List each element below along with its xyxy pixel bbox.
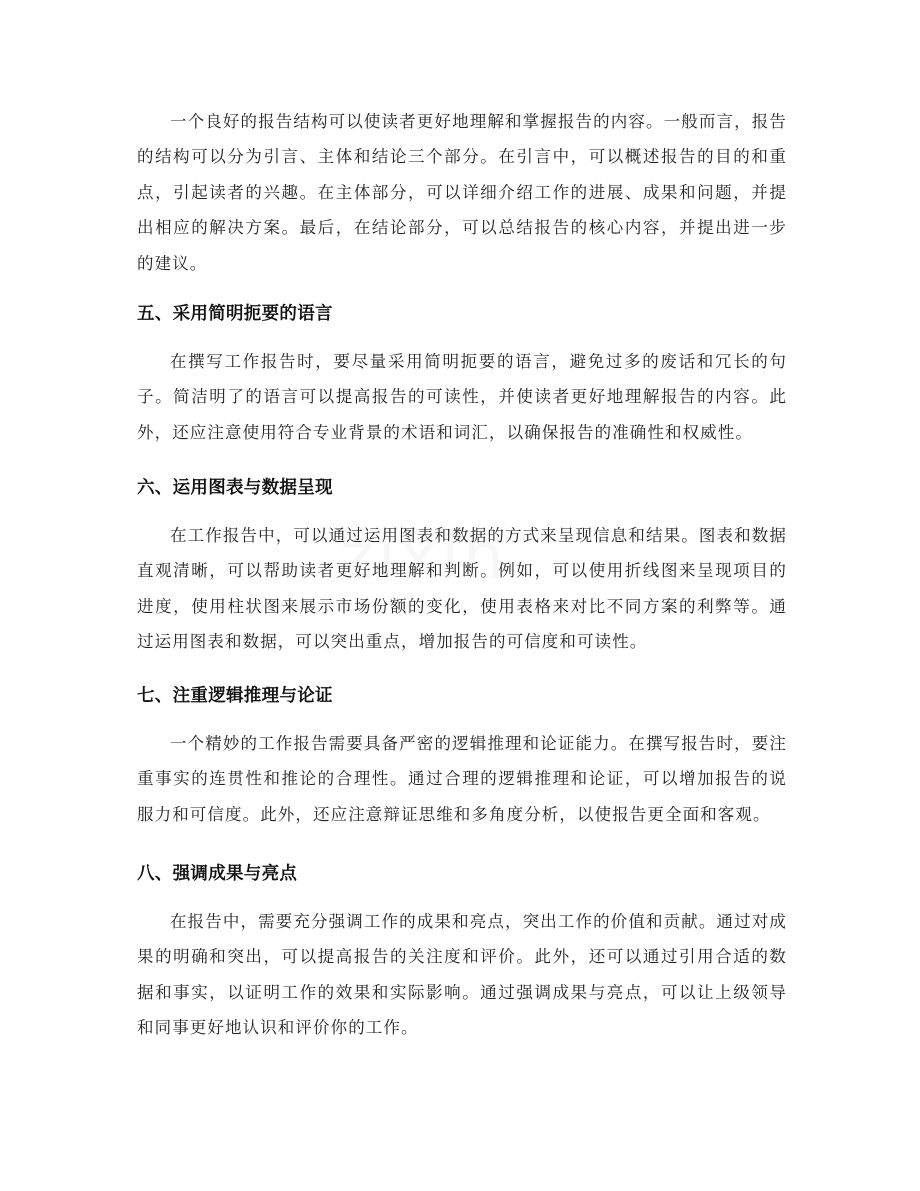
- paragraph-report-structure: 一个良好的报告结构可以使读者更好地理解和掌握报告的内容。一般而言，报告的结构可以分为引言、主体和结论三个部分。在引言中，可以概述报告的目的和重点，引起读者的兴趣。在主体部分，可以详细介绍工作的进展、成果和问题，并提出相应的解决方案。最后，在结论部分，可以总结报告的核心内容，并提出进一步的建议。: [137, 112, 787, 273]
- heading-section-6: 六、运用图表与数据呈现: [137, 478, 333, 498]
- paragraph-section-8: 在报告中，需要充分强调工作的成果和亮点，突出工作的价值和贡献。通过对成果的明确和突出，可以提高报告的关注度和评价。此外，还可以通过引用合适的数据和事实，以证明工作的效果和实际影响。通过强调成果与亮点，可以让上级领导和同事更好地认识和评价你的工作。: [137, 912, 787, 1038]
- heading-section-7: 七、注重逻辑推理与论证: [137, 686, 333, 706]
- paragraph-section-5: 在撰写工作报告时，要尽量采用简明扼要的语言，避免过多的废话和冗长的句子。简洁明了的语言可以提高报告的可读性，并使读者更好地理解报告的内容。此外，还应注意使用符合专业背景的术语和词汇，以确保报告的准确性和权威性。: [137, 352, 787, 442]
- paragraph-section-6: 在工作报告中，可以通过运用图表和数据的方式来呈现信息和结果。图表和数据直观清晰，可以帮助读者更好地理解和判断。例如，可以使用折线图来呈现项目的进度，使用柱状图来展示市场份额的变化，使用表格来对比不同方案的利弊等。通过运用图表和数据，可以突出重点，增加报告的可信度和可读性。: [137, 526, 787, 652]
- paragraph-section-7: 一个精妙的工作报告需要具备严密的逻辑推理和论证能力。在撰写报告时，要注重事实的连贯性和推论的合理性。通过合理的逻辑推理和论证，可以增加报告的说服力和可信度。此外，还应注意辩证思维和多角度分析，以使报告更全面和客观。: [137, 734, 787, 824]
- heading-section-5: 五、采用简明扼要的语言: [137, 304, 333, 324]
- watermark: zixin: [340, 520, 508, 594]
- heading-section-8: 八、强调成果与亮点: [137, 864, 298, 884]
